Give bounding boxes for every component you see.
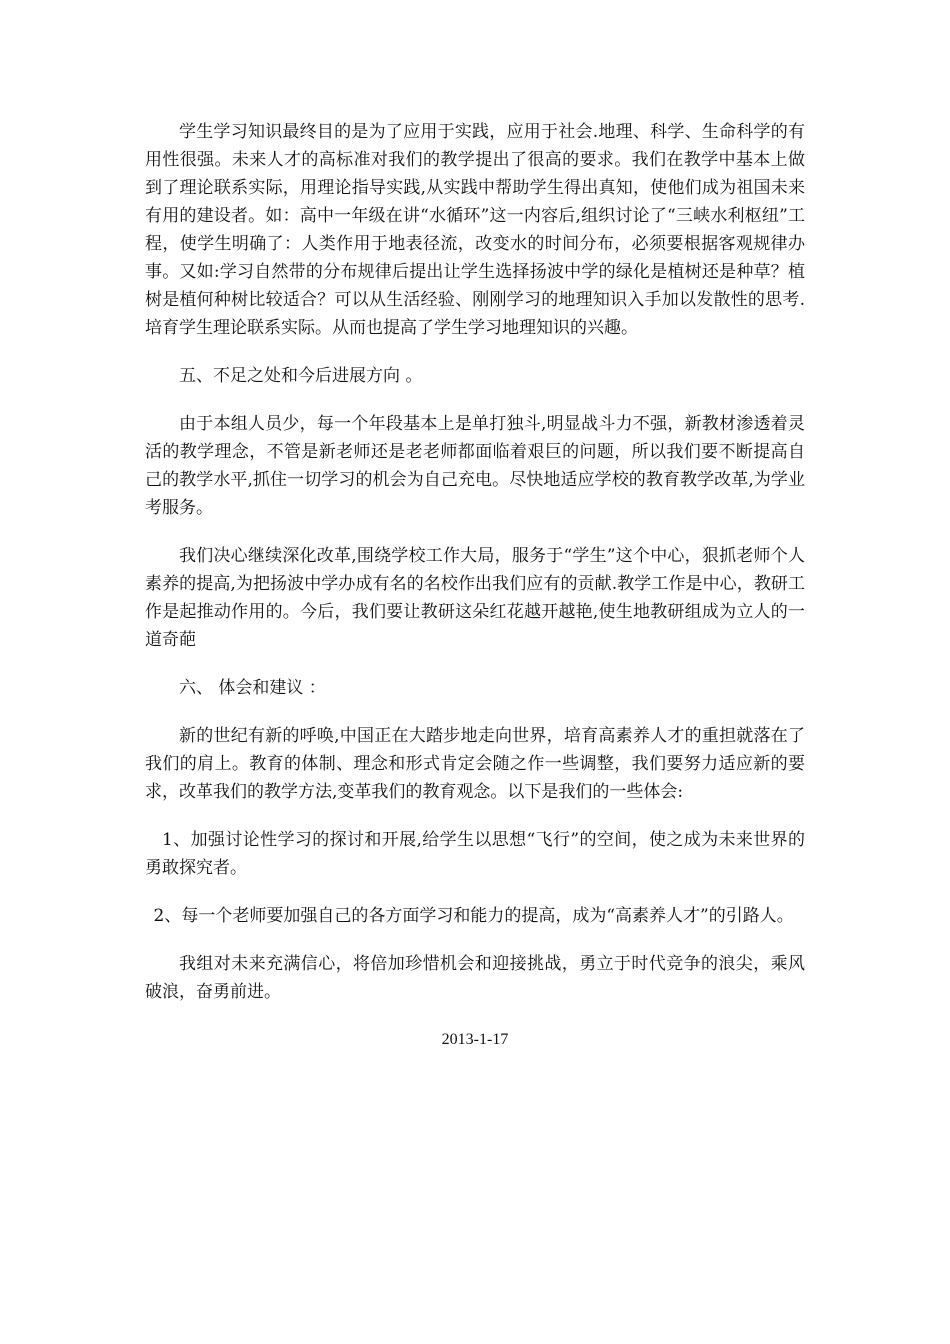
list-item-teacher-development: 2、每一个老师要加强自己的各方面学习和能力的提高，成为“高素养人才”的引路人。 bbox=[153, 906, 794, 926]
paragraph-new-century: 新的世纪有新的呼唤,中国正在大踏步地走向世界，培育高素养人才的重担就落在了我们的肩上。教育的体制、理念和形式肯定会随之作一些调整，我们要努力适应新的要求，改革我们的教学方法,变革我们的教育观念。以下是我们的一些体会: bbox=[145, 726, 805, 802]
document-date: 2013-1-17 bbox=[441, 1031, 509, 1048]
paragraph-confidence: 我组对未来充满信心，将倍加珍惜机会和迎接挑战，勇立于时代竞争的浪尖，乘风破浪，奋勇前进。 bbox=[145, 954, 805, 1002]
list-item-research-learning: 1、加强讨论性学习的探讨和开展,给学生以思想“飞行”的空间，使之成为未来世界的勇敢探究者。 bbox=[145, 830, 805, 878]
section-heading-suggestions: 六、 体会和建议 ： bbox=[179, 678, 326, 698]
paragraph-reform-resolve: 我们决心继续深化改革,围绕学校工作大局，服务于“学生”这个中心，狠抓老师个人素养的提高,为把扬波中学办成有名的名校作出我们应有的贡献.教学工作是中心，教研工作是起推动作用的。今后，我们要让教研这朵红花越开越艳,使生地教研组成为立人的一道奇葩 bbox=[145, 546, 805, 650]
document-page bbox=[145, 118, 805, 1054]
section-heading-shortcomings: 五、不足之处和今后进展方向 。 bbox=[179, 366, 423, 386]
paragraph-application: 学生学习知识最终目的是为了应用于实践，应用于社会.地理、科学、生命科学的有用性很强。未来人才的高标准对我们的教学提出了很高的要求。我们在教学中基本上做到了理论联系实际，用理论指导实践,从实践中帮助学生得出真知，使他们成为祖国未来有用的建设者。如：高中一年级在讲“水循环”这一内容后,组织讨论了“三峡水利枢纽”工程，使学生明确了：人类作用于地表径流，改变水的时间分布，必须要根据客观规律办事。又如:学习自然带的分布规律后提出让学生选择扬波中学的绿化是植树还是种草？植树是植何种树比较适合？可以从生活经验、刚刚学习的地理知识入手加以发散性的思考.培育学生理论联系实际。从而也提高了学生学习地理知识的兴趣。 bbox=[145, 122, 805, 338]
paragraph-staff-shortage: 由于本组人员少，每一个年段基本上是单打独斗,明显战斗力不强，新教材渗透着灵活的教学理念，不管是新老师还是老老师都面临着艰巨的问题，所以我们要不断提高自己的教学水平,抓住一切学习的机会为自己充电。尽快地适应学校的教育教学改革,为学业考服务。 bbox=[145, 414, 805, 518]
